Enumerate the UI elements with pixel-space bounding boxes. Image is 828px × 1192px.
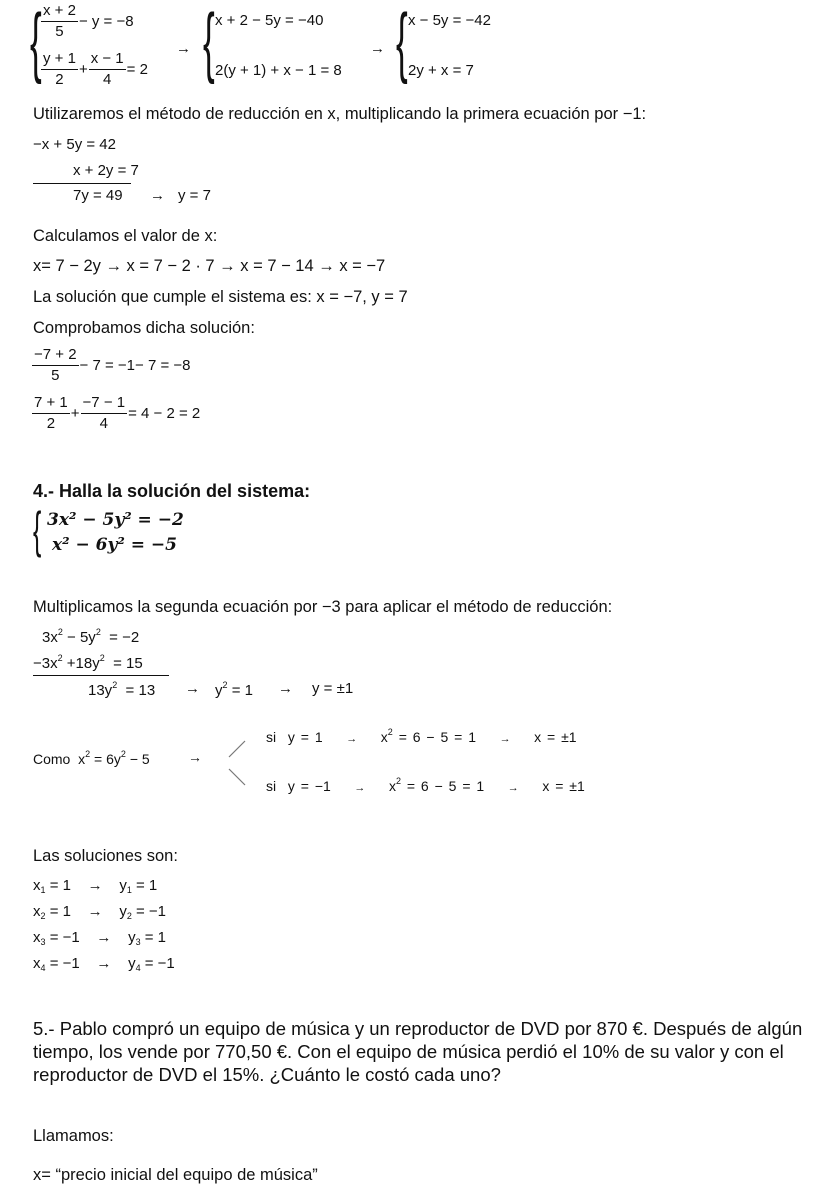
term: − 5 xyxy=(129,751,150,767)
term: = 6 − 5 = 1 xyxy=(406,778,485,794)
frac-numerator: −7 + 2 xyxy=(32,346,79,366)
frac-denominator: 5 xyxy=(51,367,60,384)
subscript: 3 xyxy=(40,937,46,947)
solution-item xyxy=(33,929,166,947)
arrow-icon: → xyxy=(370,40,385,57)
y-value: y = 7 xyxy=(178,187,211,204)
calc-x-line: x= 7 − 2y → x = 7 − 2 · 7 → x = 7 − 14 → x = −7 xyxy=(33,257,386,275)
arrow-icon: → xyxy=(185,680,200,697)
term: x = ±1 xyxy=(542,778,585,794)
frac-numerator: x + 2 xyxy=(41,2,78,22)
term: = 1 xyxy=(231,682,253,699)
exponent: 2 xyxy=(395,776,401,786)
arrow-icon: → xyxy=(87,903,103,920)
term: x xyxy=(380,729,388,745)
problem-5-line-3: reproductor de DVD el 15%. ¿Cuánto le costó cada uno? xyxy=(33,1064,501,1085)
term: = −1 xyxy=(136,903,167,920)
case-1 xyxy=(266,727,577,745)
problem-5-line-1: 5.- Pablo compró un equipo de música y un reproductor de DVD por 870 €. Después de algún xyxy=(33,1018,803,1039)
subscript: 1 xyxy=(40,885,46,895)
subscript: 4 xyxy=(135,963,141,973)
term: x = ±1 xyxy=(534,729,577,745)
exponent: 2 xyxy=(222,680,228,690)
term: y xyxy=(119,903,127,920)
reduction-intro: Utilizaremos el método de reducción en x, multiplicando la primera ecuación por −1: xyxy=(33,105,647,123)
exponent: 2 xyxy=(95,627,101,637)
term: x xyxy=(33,929,41,946)
arrow-icon: → xyxy=(507,782,519,794)
plus-sign: + xyxy=(70,405,80,422)
term: y = −1 xyxy=(287,778,331,794)
frac-numerator: −7 − 1 xyxy=(81,394,128,414)
term: y xyxy=(119,877,127,894)
term: x xyxy=(78,751,86,767)
left-brace-icon: { xyxy=(30,0,42,85)
check-eq-2-rest: = 4 − 2 = 2 xyxy=(128,405,201,422)
reduction-line-2: x + 2y = 7 xyxy=(73,162,139,179)
exponent: 2 xyxy=(85,749,91,759)
problem-4-title: 4.- Halla la solución del sistema: xyxy=(33,481,311,501)
sys2-eq1: x + 2 − 5y = −40 xyxy=(215,12,324,29)
sys1-eq2 xyxy=(40,50,148,89)
branch-lines xyxy=(225,733,265,793)
term: si xyxy=(266,729,277,745)
problem-5-line-2: tiempo, los vende por 770,50 €. Con el equipo de música perdió el 10% de su valor y con el xyxy=(33,1041,784,1062)
arrow-icon: → xyxy=(176,40,191,57)
arrow-icon: → xyxy=(96,955,112,972)
y-plus-minus: y = ±1 xyxy=(312,680,354,697)
solution-item xyxy=(33,903,166,921)
reduction-line-1: −x + 5y = 42 xyxy=(33,136,116,153)
term: = 1 xyxy=(49,903,71,920)
frac-numerator: y + 1 xyxy=(41,50,78,70)
term: y = 1 xyxy=(287,729,323,745)
check-eq-2 xyxy=(31,394,200,433)
problem-4-eq-2: x² − 6y² = −5 xyxy=(52,535,177,555)
calc-x-label: Calculamos el valor de x: xyxy=(33,227,218,245)
frac-denominator: 4 xyxy=(99,415,108,432)
sys3-eq2: 2y + x = 7 xyxy=(408,62,474,79)
reduction2-line-2 xyxy=(33,653,143,672)
y-squared xyxy=(215,680,253,699)
frac-numerator: x − 1 xyxy=(89,50,126,70)
arrow-icon: → xyxy=(278,680,293,697)
term: si xyxy=(266,778,277,794)
left-brace-icon: { xyxy=(203,0,215,85)
term: = 13 xyxy=(125,682,156,699)
exponent: 2 xyxy=(57,627,63,637)
check-eq-1-rest: − 7 = −1− 7 = −8 xyxy=(79,357,191,374)
frac-denominator: 2 xyxy=(46,415,56,432)
arrow-icon: → xyxy=(96,929,112,946)
term: x xyxy=(33,903,41,920)
term: −3x xyxy=(33,655,58,672)
plus-sign: + xyxy=(78,61,88,78)
term: = 1 xyxy=(144,929,167,946)
sys1-eq1 xyxy=(40,2,134,41)
sys1-eq2-rest: = 2 xyxy=(126,61,148,78)
exponent: 2 xyxy=(112,680,118,690)
reduction2-line-1 xyxy=(42,627,139,646)
term: y xyxy=(128,929,136,946)
term: − 5y xyxy=(67,629,96,646)
frac-denominator: 5 xyxy=(55,23,64,40)
term: = 1 xyxy=(49,877,71,894)
frac-denominator: 2 xyxy=(55,71,64,88)
left-brace-icon: { xyxy=(396,0,408,85)
arrow-icon: → xyxy=(150,187,165,204)
frac-denominator: 4 xyxy=(103,71,112,88)
check-eq-1 xyxy=(31,346,190,385)
exponent: 2 xyxy=(57,653,63,663)
frac-numerator: 7 + 1 xyxy=(32,394,70,414)
arrow-icon: → xyxy=(499,733,511,745)
sys3-eq1: x − 5y = −42 xyxy=(408,12,491,29)
x-definition: x= “precio inicial del equipo de música” xyxy=(33,1166,318,1184)
term: y xyxy=(128,955,136,972)
exponent: 2 xyxy=(99,653,105,663)
check-label: Comprobamos dicha solución: xyxy=(33,319,255,337)
como-line xyxy=(33,749,150,767)
multiply-intro: Multiplicamos la segunda ecuación por −3 para aplicar el método de reducción: xyxy=(33,598,613,616)
term: = 15 xyxy=(113,655,143,672)
term: x xyxy=(33,877,41,894)
term: x xyxy=(388,778,396,794)
term: +18y xyxy=(66,655,100,672)
term: 3x xyxy=(42,629,58,646)
como-label: Como xyxy=(33,751,71,767)
arrow-icon: → xyxy=(346,733,358,745)
subscript: 4 xyxy=(40,963,46,973)
llamamos-label: Llamamos: xyxy=(33,1127,114,1145)
term: 13y xyxy=(88,682,113,699)
reduction2-result xyxy=(88,680,155,699)
subscript: 2 xyxy=(126,911,132,921)
subscript: 1 xyxy=(126,885,132,895)
term: y xyxy=(215,682,223,699)
arrow-icon: → xyxy=(354,782,366,794)
term: = −1 xyxy=(49,929,80,946)
subscript: 3 xyxy=(135,937,141,947)
term: = −1 xyxy=(144,955,175,972)
term: = 6y xyxy=(94,751,121,767)
solution-item xyxy=(33,877,157,895)
solution-line: La solución que cumple el sistema es: x = −7, y = 7 xyxy=(33,288,408,306)
case-2 xyxy=(266,776,585,794)
sys2-eq2: 2(y + 1) + x − 1 = 8 xyxy=(215,62,342,79)
term: = 1 xyxy=(136,877,158,894)
term: = 6 − 5 = 1 xyxy=(398,729,477,745)
exponent: 2 xyxy=(120,749,126,759)
arrow-icon: → xyxy=(87,877,103,894)
sum-line xyxy=(33,675,169,676)
subscript: 2 xyxy=(40,911,46,921)
term: x xyxy=(33,955,41,972)
solutions-label: Las soluciones son: xyxy=(33,847,178,865)
arrow-icon: → xyxy=(188,749,202,765)
left-brace-icon: { xyxy=(33,502,42,558)
reduction-result: 7y = 49 xyxy=(73,187,123,204)
term: = −2 xyxy=(109,629,140,646)
sum-line xyxy=(33,183,131,184)
exponent: 2 xyxy=(387,727,393,737)
sys1-eq1-rest: − y = −8 xyxy=(78,13,134,30)
solution-item xyxy=(33,955,175,973)
term: = −1 xyxy=(49,955,80,972)
problem-4-eq-1: 3x² − 5y² = −2 xyxy=(47,510,184,530)
